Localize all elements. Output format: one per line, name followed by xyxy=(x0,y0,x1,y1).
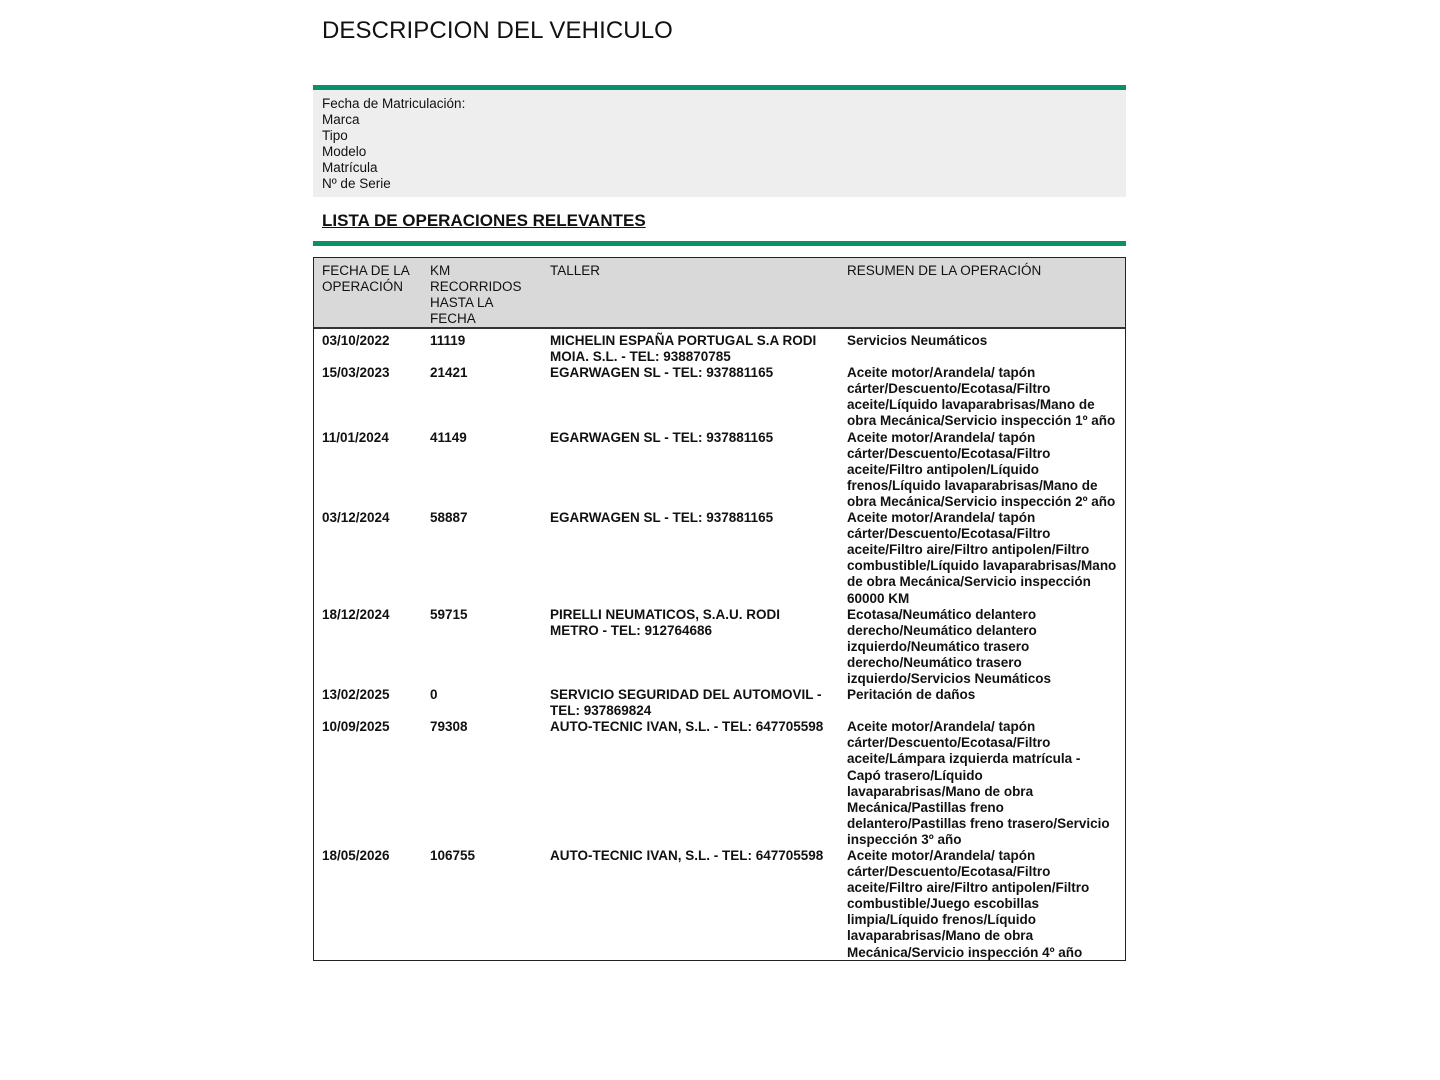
cell-km: 106755 xyxy=(430,848,476,863)
cell-date: 15/03/2023 xyxy=(322,365,390,381)
column-header-summary: RESUMEN DE LA OPERACIÓN xyxy=(839,258,1125,328)
table-header-row xyxy=(314,258,1125,328)
cell-workshop: MICHELIN ESPAÑA PORTUGAL S.A RODI MOIA. S.L. - TEL: 938870785 xyxy=(550,333,817,365)
cell-date: 18/05/2026 xyxy=(322,848,390,863)
cell-km: 21421 xyxy=(430,365,468,381)
table-row xyxy=(314,328,1125,365)
cell-workshop: PIRELLI NEUMATICOS, S.A.U. RODI METRO - TEL: 912764686 xyxy=(550,606,781,638)
vehicle-details-box xyxy=(313,90,1126,197)
cell-summary: Aceite motor/Arandela/ tapón cárter/Descuento/Ecotasa/Filtro aceite/Filtro aire/Filtro antipolen/Filtro combustible/Juego escobillas limpia/Líquido frenos/Líquido lavaparabrisas/Mano de obra Mecánica/Servicio inspección 4º año xyxy=(847,848,1090,960)
cell-km: 11119 xyxy=(430,333,466,348)
cell-workshop: EGARWAGEN SL - TEL: 937881165 xyxy=(550,510,774,526)
vehicle-field-serial: Nº de Serie xyxy=(322,176,391,191)
cell-workshop: AUTO-TECNIC IVAN, S.L. - TEL: 647705598 xyxy=(550,848,824,863)
cell-summary: Servicios Neumáticos xyxy=(847,333,988,348)
column-header-date: FECHA DE LA OPERACIÓN xyxy=(314,258,422,328)
cell-km: 79308 xyxy=(430,719,468,735)
table-row xyxy=(314,430,1125,510)
cell-date: 18/12/2024 xyxy=(322,606,390,622)
cell-summary: Aceite motor/Arandela/ tapón cárter/Descuento/Ecotasa/Filtro aceite/Lámpara izquierda matrícula - Capó trasero/Líquido lavaparabrisas/Mano de obra Mecánica/Pastillas freno delantero/Pastillas freno trasero/Servicio inspección 3º año xyxy=(847,719,1110,847)
section-divider-operations xyxy=(313,241,1126,246)
cell-km: 0 xyxy=(430,687,438,703)
cell-date: 13/02/2025 xyxy=(322,687,390,703)
cell-km: 59715 xyxy=(430,606,468,622)
table-row xyxy=(314,365,1125,429)
table-row xyxy=(314,719,1125,848)
column-header-km: KM RECORRIDOS HASTA LA FECHA xyxy=(422,258,542,328)
table-row xyxy=(314,607,1125,687)
cell-summary: Ecotasa/Neumático delantero derecho/Neumático delantero izquierdo/Neumático trasero derecho/Neumático trasero izquierdo/Servicios Neumáticos xyxy=(847,606,1052,686)
cell-workshop: AUTO-TECNIC IVAN, S.L. - TEL: 647705598 xyxy=(550,719,824,735)
cell-summary: Aceite motor/Arandela/ tapón cárter/Descuento/Ecotasa/Filtro aceite/Filtro aire/Filtro antipolen/Filtro combustible/Líquido lavaparabrisas/Mano de obra Mecánica/Servicio inspección 60000 KM xyxy=(847,510,1117,606)
vehicle-field-brand: Marca xyxy=(322,112,360,127)
cell-date: 03/12/2024 xyxy=(322,510,390,526)
cell-date: 11/01/2024 xyxy=(322,429,389,445)
cell-date: 03/10/2022 xyxy=(322,333,390,348)
operations-table-container xyxy=(313,257,1126,961)
vehicle-field-plate: Matrícula xyxy=(322,160,378,175)
page-title: DESCRIPCION DEL VEHICULO xyxy=(322,17,673,44)
cell-date: 10/09/2025 xyxy=(322,719,390,735)
cell-workshop: SERVICIO SEGURIDAD DEL AUTOMOVIL - TEL: 937869824 xyxy=(550,687,822,719)
cell-km: 41149 xyxy=(430,429,467,445)
vehicle-field-model: Modelo xyxy=(322,144,367,159)
table-row xyxy=(314,510,1125,607)
cell-workshop: EGARWAGEN SL - TEL: 937881165 xyxy=(550,365,774,381)
operations-section-title: LISTA DE OPERACIONES RELEVANTES xyxy=(322,211,646,230)
column-header-workshop: TALLER xyxy=(542,258,839,328)
cell-km: 58887 xyxy=(430,510,468,526)
cell-workshop: EGARWAGEN SL - TEL: 937881165 xyxy=(550,429,774,445)
cell-summary: Aceite motor/Arandela/ tapón cárter/Descuento/Ecotasa/Filtro aceite/Filtro antipolen/Líquido frenos/Líquido lavaparabrisas/Mano de obra Mecánica/Servicio inspección 2º año xyxy=(847,429,1116,509)
operations-table xyxy=(314,258,1125,961)
vehicle-field-type: Tipo xyxy=(322,128,348,143)
cell-summary: Aceite motor/Arandela/ tapón cárter/Descuento/Ecotasa/Filtro aceite/Líquido lavaparabrisas/Mano de obra Mecánica/Servicio inspección 1º año xyxy=(847,365,1116,429)
vehicle-field-registration-date: Fecha de Matriculación: xyxy=(322,96,466,111)
table-row xyxy=(314,848,1125,961)
cell-summary: Peritación de daños xyxy=(847,687,976,703)
table-row xyxy=(314,687,1125,719)
